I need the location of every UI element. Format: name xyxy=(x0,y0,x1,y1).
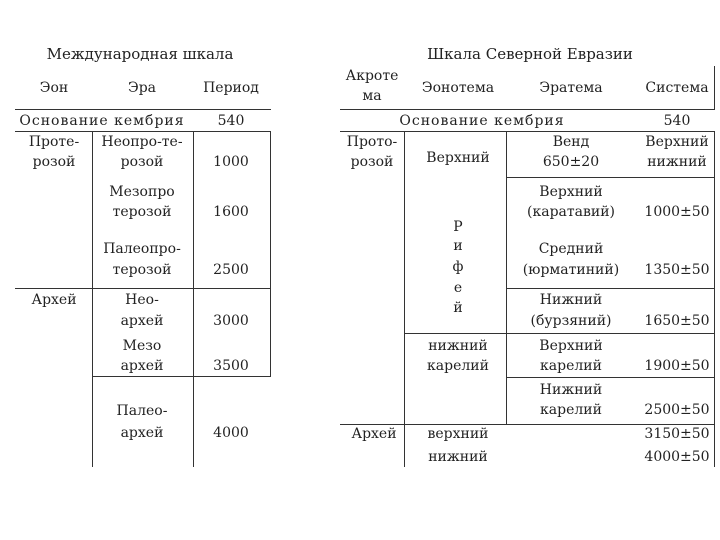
eon-archean: Архей xyxy=(31,292,77,308)
divider xyxy=(340,131,715,132)
divider xyxy=(15,109,271,110)
divider xyxy=(15,288,271,289)
eratema-upper-karelian-l1: Верхний xyxy=(539,338,603,354)
eonotema-lower-archean: нижний xyxy=(428,449,488,465)
eratema-lower-karelian-l1: Нижний xyxy=(539,382,603,398)
header-sistema: Система xyxy=(645,80,709,96)
eonotema-lower-karelian-l2: карелий xyxy=(427,358,489,374)
era-mesoproterozoic-l1: Мезопро xyxy=(109,184,175,200)
header-era: Эра xyxy=(127,80,157,96)
column-line xyxy=(270,131,271,377)
eratema-yurmatinian-l2: (юрматиний) xyxy=(522,262,620,278)
eratema-vend-l2: 650±20 xyxy=(542,154,600,170)
riphean-letter: ф xyxy=(452,259,464,275)
period-1000: 1000 xyxy=(213,154,249,170)
akro-archean: Архей xyxy=(351,426,397,442)
eratema-karatavian-l1: Верхний xyxy=(539,184,603,200)
column-line xyxy=(193,131,194,467)
period-4000: 4000 xyxy=(213,425,249,441)
riphean-letter: и xyxy=(453,238,463,254)
header-eonotema: Эонотема xyxy=(421,80,495,96)
header-akrotema-l1: Акроте xyxy=(345,68,399,84)
cambrian-base-value: 540 xyxy=(217,113,245,129)
sistema-upper: Верхний xyxy=(645,134,709,150)
divider xyxy=(340,424,715,425)
riphean-letter: Р xyxy=(453,219,463,235)
sistema-1900: 1900±50 xyxy=(644,358,710,374)
northern-eurasia-scale-title: Шкала Северной Евразии xyxy=(427,45,633,63)
column-line xyxy=(714,131,715,467)
header-eon: Эон xyxy=(39,80,69,96)
eonotema-upper-archean: верхний xyxy=(427,426,489,442)
sistema-2500: 2500±50 xyxy=(644,402,710,418)
international-scale-title: Международная шкала xyxy=(46,45,234,63)
eratema-lower-karelian-l2: карелий xyxy=(540,402,602,418)
era-neoarchean-l2: архей xyxy=(120,313,164,329)
cambrian-base-label-right: Основание кембрия xyxy=(399,113,565,129)
eonotema-upper: Верхний xyxy=(426,150,490,166)
column-line xyxy=(506,131,507,425)
header-period: Период xyxy=(203,80,259,96)
divider xyxy=(506,288,715,289)
eratema-upper-karelian-l2: карелий xyxy=(540,358,602,374)
period-2500: 2500 xyxy=(213,262,249,278)
era-paleoproterozoic-l2: терозой xyxy=(112,262,172,278)
sistema-lower: нижний xyxy=(647,154,707,170)
riphean-letter: й xyxy=(453,300,463,316)
period-3500: 3500 xyxy=(213,358,249,374)
header-akrotema-l2: ма xyxy=(362,88,382,104)
period-1600: 1600 xyxy=(213,204,249,220)
divider xyxy=(404,333,715,334)
eon-proterozoic-l2: розой xyxy=(32,154,76,170)
cambrian-base-value-right: 540 xyxy=(663,113,691,129)
column-line xyxy=(92,131,93,467)
eratema-burzyanian-l2: (бурзяний) xyxy=(530,313,612,329)
eratema-karatavian-l2: (каратавий) xyxy=(527,204,615,220)
era-neoarchean-l1: Нео- xyxy=(125,292,159,308)
riphean-letter: е xyxy=(453,280,463,296)
era-paleoproterozoic-l1: Палеопро- xyxy=(103,241,181,257)
era-mesoproterozoic-l2: терозой xyxy=(112,204,172,220)
era-neoproterozoic-l1: Неопро-те- xyxy=(101,134,183,150)
era-paleoarchean-l2: архей xyxy=(120,425,164,441)
divider xyxy=(506,177,715,178)
eon-proterozoic-l1: Проте- xyxy=(28,134,80,150)
era-neoproterozoic-l2: розой xyxy=(120,154,164,170)
sistema-4000: 4000±50 xyxy=(644,449,710,465)
divider xyxy=(340,109,715,110)
column-line xyxy=(404,131,405,467)
eratema-burzyanian-l1: Нижний xyxy=(539,292,603,308)
era-paleoarchean-l1: Палео- xyxy=(116,403,168,419)
era-mesoarchean-l1: Мезо xyxy=(122,338,162,354)
eratema-vend-l1: Венд xyxy=(552,134,590,150)
divider xyxy=(506,377,715,378)
akro-proterozoic-l1: Прото- xyxy=(346,134,398,150)
akro-proterozoic-l2: розой xyxy=(350,154,394,170)
eratema-yurmatinian-l1: Средний xyxy=(538,241,604,257)
sistema-3150: 3150±50 xyxy=(644,426,710,442)
divider xyxy=(92,376,271,377)
cambrian-base-label: Основание кембрия xyxy=(19,113,185,129)
era-mesoarchean-l2: архей xyxy=(120,358,164,374)
column-line xyxy=(714,66,715,110)
header-eratema: Эратема xyxy=(539,80,603,96)
sistema-1650: 1650±50 xyxy=(644,313,710,329)
sistema-1350: 1350±50 xyxy=(644,262,710,278)
eonotema-lower-karelian-l1: нижний xyxy=(428,338,488,354)
period-3000: 3000 xyxy=(213,313,249,329)
divider xyxy=(15,131,271,132)
sistema-1000: 1000±50 xyxy=(644,204,710,220)
